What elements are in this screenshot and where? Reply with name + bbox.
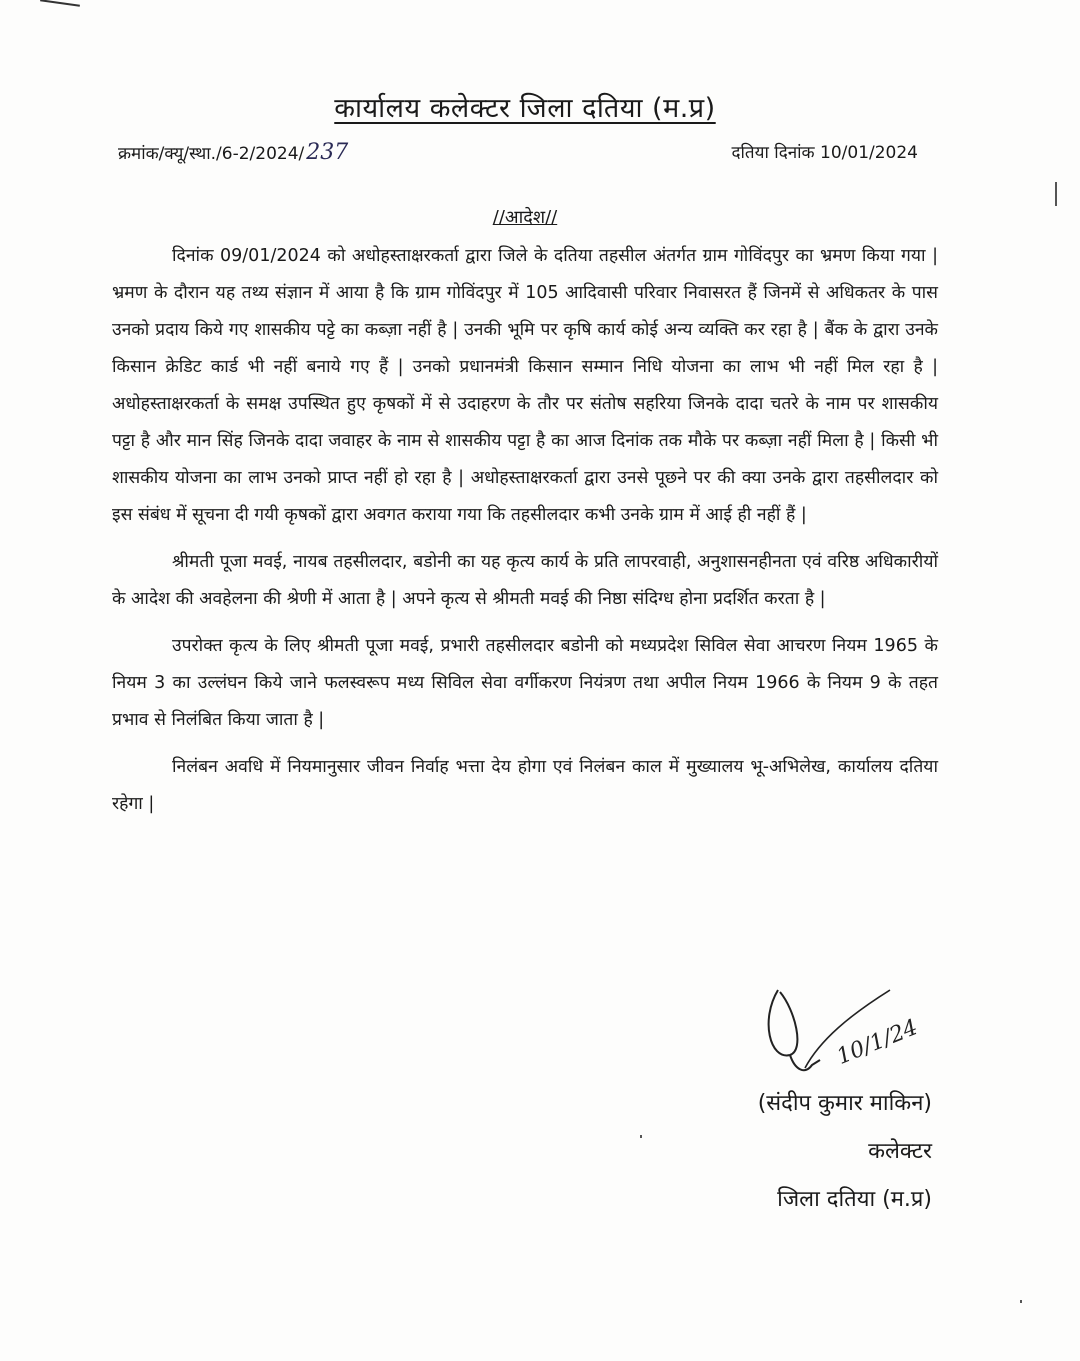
- reference-number: [118, 140, 348, 165]
- office-title: कार्यालय कलेक्टर जिला दतिया (म.प्र): [334, 93, 716, 124]
- signature-block: [758, 1080, 932, 1224]
- signatory-name: (संदीप कुमार माकिन): [757, 1091, 932, 1116]
- order-date: दतिया दिनांक 10/01/2024: [731, 143, 918, 163]
- order-paragraph-3: उपरोक्त कृत्य के लिए श्रीमती पूजा मवई, प्रभारी तहसीलदार बडोनी को मध्यप्रदेश सिविल सेवा आचरण नियम 1965 के नियम 3 का उल्लंघन किये जाने फलस्वरूप मध्य सिविल सेवा वर्गीकरण नियंत्रण तथा अपील नियम 1966 के नियम 9 के तहत प्रभाव से निलंबित किया जाता है |: [112, 636, 938, 730]
- reference-number-text: क्रमांक/क्यू/स्था./6-2/2024/: [118, 144, 305, 164]
- scan-speck: [1020, 1300, 1022, 1303]
- order-paragraph-4: निलंबन अवधि में नियमानुसार जीवन निर्वाह भत्ता देय होगा एवं निलंबन काल में मुख्यालय भू-अभिलेख, कार्यालय दतिया रहेगा |: [112, 757, 938, 814]
- signatory-district: जिला दतिया (म.प्र): [777, 1187, 932, 1212]
- scan-corner-mark: [40, 0, 80, 7]
- order-heading: //आदेश//: [492, 207, 558, 228]
- scan-edge-mark: [1055, 182, 1057, 206]
- order-paragraph-2: श्रीमती पूजा मवई, नायब तहसीलदार, बडोनी का यह कृत्य कार्य के प्रति लापरवाही, अनुशासनहीनता एवं वरिष्ठ अधिकारीयों के आदेश की अवहेलना की श्रेणी में आता है | अपने कृत्य से श्रीमती मवई की निष्ठा संदिग्ध होना प्रदर्शित करता है |: [112, 552, 938, 609]
- order-paragraph-1: दिनांक 09/01/2024 को अधोहस्ताक्षरकर्ता द्वारा जिले के दतिया तहसील अंतर्गत ग्राम गोविंदपुर का भ्रमण किया गया | भ्रमण के दौरान यह तथ्य संज्ञान में आया है कि ग्राम गोविंदपुर में 105 आदिवासी परिवार निवासरत हैं जिनमें से अधिकतर के पास उनको प्रदाय किये गए शासकीय पट्टे का कब्ज़ा नहीं है | उनकी भूमि पर कृषि कार्य कोई अन्य व्यक्ति कर रहा है | बैंक के द्वारा उनके किसान क्रेडिट कार्ड भी नहीं बनाये गए हैं | उनको प्रधानमंत्री किसान सम्मान निधि योजना का लाभ भी नहीं मिल रहा है | अधोहस्ताक्षरकर्ता के समक्ष उपस्थित हुए कृषकों में से उदाहरण के तौर पर संतोष सहरिया जिनके दादा चतरे के नाम पर शासकीय पट्टा है और मान सिंह जिनके दादा जवाहर के नाम से शासकीय पट्टा है का आज दिनांक तक मौके पर कब्ज़ा नहीं मिला है | किसी भी शासकीय योजना का लाभ उनको प्राप्त नहीं हो रहा है | अधोहस्ताक्षरकर्ता द्वारा उनसे पूछने पर की क्या उनके द्वारा तहसीलदार को इस संबंध में सूचना दी गयी कृषकों द्वारा अवगत कराया गया कि तहसीलदार कभी उनके ग्राम में आई ही नहीं हैं |: [112, 246, 938, 525]
- reference-handwritten-number: 237: [306, 140, 349, 165]
- signatory-designation: कलेक्टर: [868, 1139, 932, 1164]
- order-body: [112, 238, 938, 833]
- scan-speck: [640, 1135, 642, 1138]
- signature-date: 10/1/24: [833, 1015, 922, 1070]
